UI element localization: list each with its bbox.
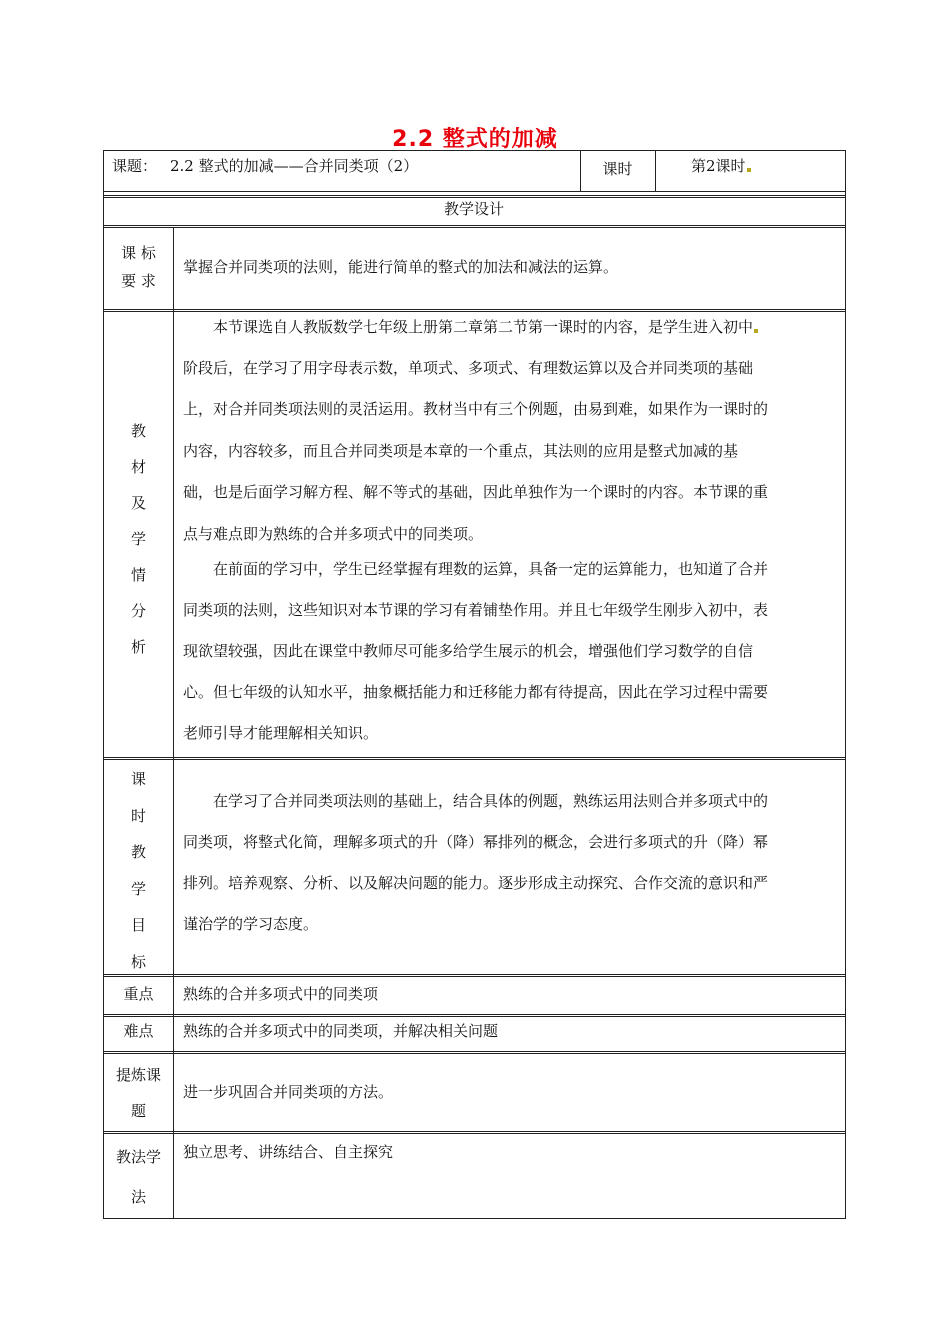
objectives-line: 在学习了合并同类项法则的基础上，结合具体的例题，熟练运用法则合并多项式中的 — [213, 792, 769, 810]
topic-refine-content: 进一步巩固合并同类项的方法。 — [183, 1083, 394, 1101]
row-divider-double — [104, 195, 845, 198]
page-title: 2.2 整式的加减 — [392, 127, 558, 152]
analysis-line: 内容，内容较多，而且合并同类项是本章的一个重点，其法则的应用是整式加减的基 — [183, 442, 739, 460]
row-divider-double — [104, 309, 845, 312]
analysis-label: 教 材 及 学 情 分 析 — [130, 422, 146, 656]
row-divider-double — [104, 1014, 845, 1017]
label-column-divider — [173, 227, 174, 1218]
period-label: 课时 — [602, 160, 633, 178]
row-divider-double — [104, 225, 845, 228]
analysis-line: 同类项的法则，这些知识对本节课的学习有着铺垫作用。并且七年级学生刚步入初中，表 — [183, 601, 769, 619]
row-divider-double — [104, 1051, 845, 1054]
topic-label: 课题： — [112, 157, 158, 175]
objectives-line: 排列。培养观察、分析、以及解决问题的能力。逐步形成主动探究、合作交流的意识和严 — [183, 874, 769, 892]
analysis-line: 本节课选自人教版数学七年级上册第二章第二节第一课时的内容，是学生进入初中 — [213, 317, 758, 337]
objectives-label: 课 时 教 学 目 标 — [130, 770, 146, 971]
design-header: 教学设计 — [443, 200, 504, 218]
objectives-line: 谨治学的学习态度。 — [183, 915, 319, 933]
row-divider-double — [104, 974, 845, 977]
lesson-plan-table — [103, 150, 846, 1219]
objectives-line: 同类项，将整式化简，理解多项式的升（降）幂排列的概念，会进行多项式的升（降）幂 — [183, 833, 769, 851]
analysis-line: 在前面的学习中，学生已经掌握有理数的运算，具备一定的运算能力，也知道了合并 — [213, 560, 769, 578]
key-point-content: 熟练的合并多项式中的同类项 — [183, 985, 379, 1003]
row-divider — [104, 191, 845, 192]
analysis-line: 上，对合并同类项法则的灵活运用。教材当中有三个例题，由易到难，如果作为一课时的 — [183, 400, 769, 418]
analysis-line: 础，也是后面学习解方程、解不等式的基础，因此单独作为一个课时的内容。本节课的重 — [183, 483, 769, 501]
analysis-line: 点与难点即为熟练的合并多项式中的同类项。 — [183, 525, 484, 543]
analysis-line: 现欲望较强，因此在课堂中教师尽可能多给学生展示的机会，增强他们学习数学的自信 — [183, 642, 754, 660]
analysis-line: 心。但七年级的认知水平，抽象概括能力和迁移能力都有待提高，因此在学习过程中需要 — [183, 683, 769, 701]
topic-value: 2.2 整式的加减——合并同类项（2） — [170, 157, 419, 175]
analysis-line: 老师引导才能理解相关知识。 — [183, 724, 379, 742]
methods-content: 独立思考、讲练结合、自主探究 — [183, 1143, 394, 1161]
analysis-line: 阶段后，在学习了用字母表示数，单项式、多项式、有理数运算以及合并同类项的基础 — [183, 359, 754, 377]
row-divider-double — [104, 1131, 845, 1134]
difficulty-label: 难点 — [123, 1022, 154, 1040]
key-point-label: 重点 — [123, 985, 154, 1003]
row-divider-double — [104, 757, 845, 760]
methods-label: 教法学 法 — [115, 1148, 161, 1206]
period-value: 第2课时 — [691, 156, 751, 176]
difficulty-content: 熟练的合并多项式中的同类项，并解决相关问题 — [183, 1022, 499, 1040]
standard-label: 课 标 要 求 — [121, 244, 156, 290]
standard-content: 掌握合并同类项的法则，能进行简单的整式的加法和减法的运算。 — [183, 258, 619, 276]
column-divider — [655, 151, 656, 191]
topic-refine-label: 提炼课 题 — [115, 1066, 161, 1120]
